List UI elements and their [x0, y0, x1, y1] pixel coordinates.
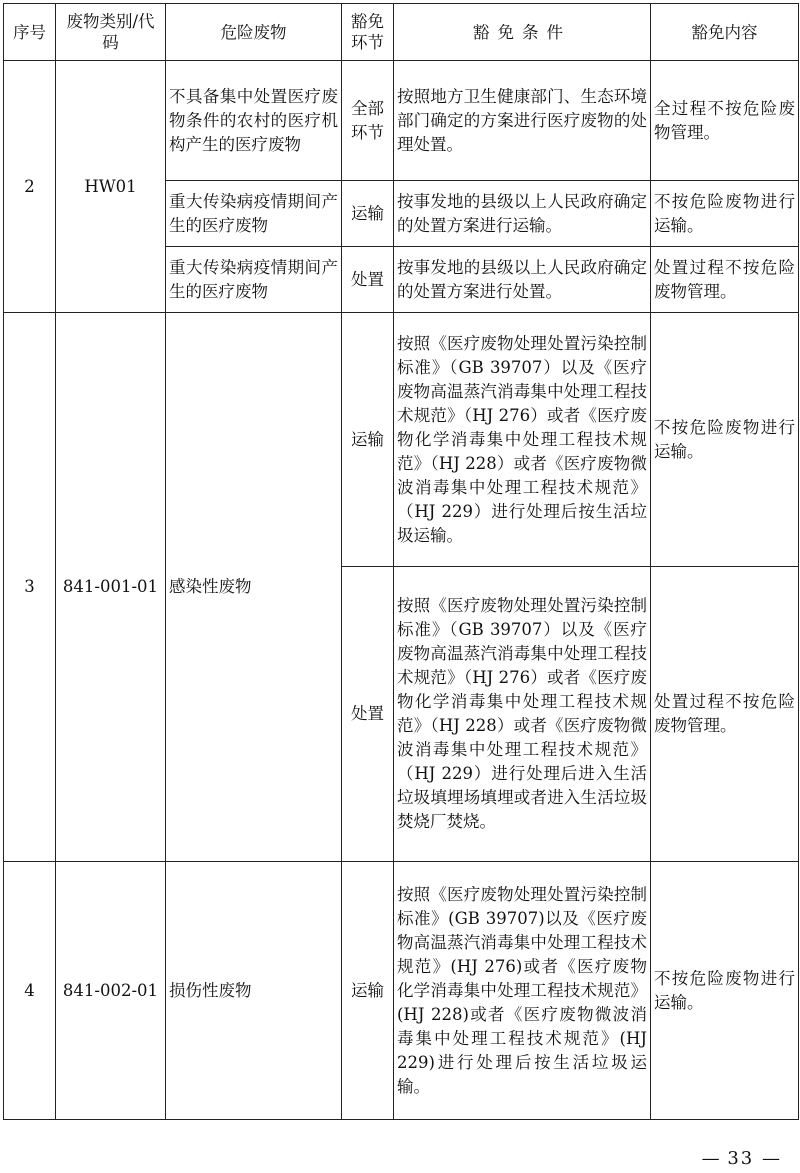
category-cell: 841-002-01: [56, 862, 166, 1120]
stage-cell: 处置: [342, 247, 394, 313]
seq-cell: 2: [4, 61, 56, 313]
content-cell: 处置过程不按危险废物管理。: [651, 567, 799, 862]
page-number-dash-right: —: [762, 1148, 780, 1169]
header-stage: 豁免环节: [342, 4, 394, 61]
header-content: 豁免内容: [651, 4, 799, 61]
condition-cell: 按事发地的县级以上人民政府确定的处置方案进行处置。: [394, 247, 651, 313]
stage-cell: 处置: [342, 567, 394, 862]
seq-cell: 3: [4, 313, 56, 862]
stage-cell: 运输: [342, 181, 394, 247]
table-header: [4, 4, 799, 61]
waste-cell: 不具备集中处置医疗废物条件的农村的医疗机构产生的医疗废物: [166, 61, 342, 181]
header-category: 废物类别/代码: [56, 4, 166, 61]
waste-cell: 感染性废物: [166, 313, 342, 862]
content-cell: 不按危险废物进行运输。: [651, 862, 799, 1120]
header-row: [4, 4, 799, 61]
page-number: 33: [727, 1148, 755, 1169]
condition-cell: 按照地方卫生健康部门、生态环境部门确定的方案进行医疗废物的处理处置。: [394, 61, 651, 181]
exemption-table: [3, 3, 799, 1120]
stage-cell: 运输: [342, 313, 394, 567]
stage-cell: 全部环节: [342, 61, 394, 181]
waste-cell: 损伤性废物: [166, 862, 342, 1120]
header-condition: 豁免条件: [394, 4, 651, 61]
page-footer: [702, 1148, 780, 1169]
waste-cell: 重大传染病疫情期间产生的医疗废物: [166, 247, 342, 313]
waste-cell: 重大传染病疫情期间产生的医疗废物: [166, 181, 342, 247]
category-cell: 841-001-01: [56, 313, 166, 862]
condition-cell: 按事发地的县级以上人民政府确定的处置方案进行运输。: [394, 181, 651, 247]
condition-cell: 按照《医疗废物处理处置污染控制标准》（GB 39707）以及《医疗废物高温蒸汽消毒集中处理工程技术规范》（HJ 276）或者《医疗废物化学消毒集中处理工程技术规范》（HJ 228）或者《医疗废物微波消毒集中处理工程技术规范》（HJ 229）进行处理后进入生活垃圾填埋场填埋或者进入生活垃圾焚烧厂焚烧。: [394, 567, 651, 862]
content-cell: 处置过程不按危险废物管理。: [651, 247, 799, 313]
condition-cell: 按照《医疗废物处理处置污染控制标准》（GB 39707）以及《医疗废物高温蒸汽消毒集中处理工程技术规范》（HJ 276）或者《医疗废物化学消毒集中处理工程技术规范》（HJ 228）或者《医疗废物微波消毒集中处理工程技术规范》（HJ 229）进行处理后按生活垃圾运输。: [394, 313, 651, 567]
page-number-dash-left: —: [701, 1148, 720, 1169]
table-row: [4, 313, 799, 567]
seq-cell: 4: [4, 862, 56, 1120]
category-cell: HW01: [56, 61, 166, 313]
table-body: [4, 61, 799, 1120]
header-waste: 危险废物: [166, 4, 342, 61]
content-cell: 不按危险废物进行运输。: [651, 181, 799, 247]
table-row: [4, 61, 799, 181]
content-cell: 不按危险废物进行运输。: [651, 313, 799, 567]
header-seq: 序号: [4, 4, 56, 61]
content-cell: 全过程不按危险废物管理。: [651, 61, 799, 181]
condition-cell: 按照《医疗废物处理处置污染控制标准》(GB 39707)以及《医疗废物高温蒸汽消毒集中处理工程技术规范》(HJ 276)或者《医疗废物化学消毒集中处理工程技术规范》(HJ 228)或者《医疗废物微波消毒集中处理工程技术规范》(HJ 229)进行处理后按生活垃圾运输。: [394, 862, 651, 1120]
table-row: [4, 862, 799, 1120]
stage-cell: 运输: [342, 862, 394, 1120]
